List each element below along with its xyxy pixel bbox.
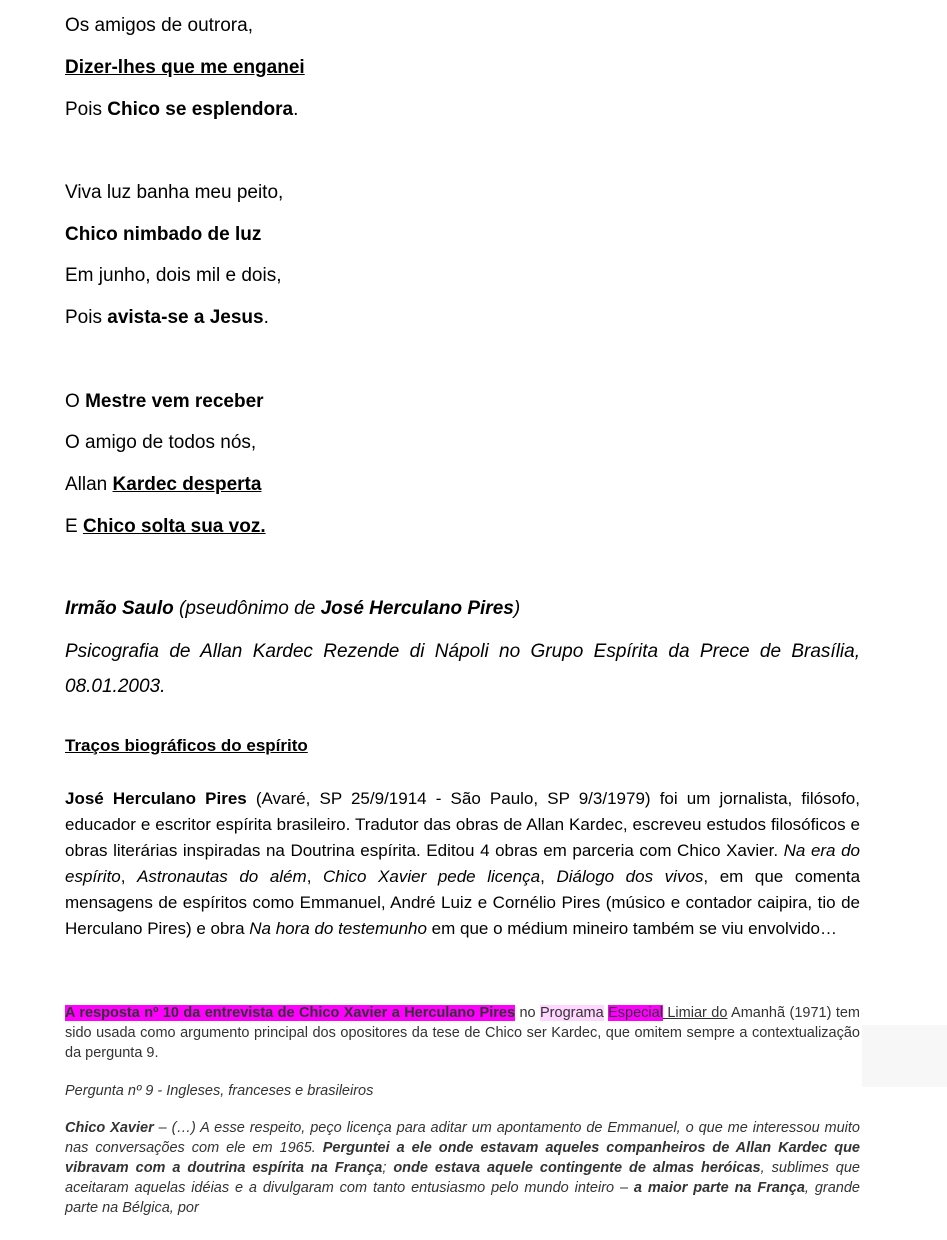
- signature-name: Irmão Saulo: [65, 598, 174, 619]
- note-text: no: [515, 1005, 541, 1021]
- poem-text: Pois: [65, 307, 108, 328]
- poem-line: [65, 223, 261, 247]
- speaker-name: Chico Xavier: [65, 1120, 154, 1136]
- poem-line: [65, 181, 283, 205]
- poem-text: Em junho, dois mil e dois,: [65, 265, 282, 286]
- poem-text: .: [263, 307, 269, 328]
- poem-text: O: [65, 391, 86, 412]
- book-title: Diálogo dos vivos: [556, 867, 704, 886]
- note-text: Limiar do: [662, 1005, 728, 1021]
- poem-text: Pois: [65, 99, 108, 120]
- poem-emphasis: Mestre vem receber: [85, 391, 264, 412]
- poem-line: [65, 473, 261, 497]
- signature: [65, 597, 520, 621]
- answer-text: – (…) A esse respeito, peço licença para aditar um apontamento de Emmanuel, o que me interessou muito nas conversações com ele em 1965.: [65, 1120, 860, 1156]
- signature-text: (pseudônimo de: [173, 598, 321, 619]
- poem-text: Allan: [65, 474, 113, 495]
- note-paragraph: [65, 1003, 860, 1063]
- poem-emphasis: Chico solta sua voz.: [82, 516, 266, 537]
- bio-text: em que o médium mineiro também se viu envolvido…: [426, 919, 838, 938]
- poem-emphasis: Dizer-lhes que me enganei: [65, 57, 305, 78]
- highlighted-text: Especial: [608, 1005, 663, 1021]
- poem-emphasis: avista-se a Jesus: [107, 307, 264, 328]
- answer-paragraph: [65, 1118, 860, 1218]
- poem-text: E: [65, 516, 83, 537]
- section-title: Traços biográficos do espírito: [65, 736, 308, 755]
- poem-line: [65, 306, 269, 330]
- poem-line: [65, 98, 298, 122]
- bio-text: ,: [120, 867, 138, 886]
- poem-emphasis: Chico nimbado de luz: [65, 224, 262, 245]
- book-title: Astronautas do além: [137, 867, 307, 886]
- poem-text: O amigo de todos nós,: [65, 432, 257, 453]
- book-title: Na era do espírito: [65, 841, 860, 886]
- poem-line: [65, 390, 264, 414]
- poem-emphasis: Kardec desperta: [112, 474, 262, 495]
- poem-text: .: [293, 99, 299, 120]
- answer-text: , sublimes que aceitaram aquelas idéias e a divulgaram com tanto entusiasmo pelo mundo inteiro –: [65, 1160, 860, 1196]
- highlighted-text: Programa: [540, 1005, 604, 1021]
- highlighted-text: A resposta nº 10 da entrevista de Chico Xavier a Herculano Pires: [65, 1005, 516, 1021]
- signature-real-name: José Herculano Pires: [320, 598, 514, 619]
- faded-box: [862, 1025, 947, 1087]
- note-text: Amanhã (1971) tem sido usada como argumento principal dos opositores da tese de Chico ser Kardec, que omitem sempre a contextualização da pergunta 9.: [65, 1005, 861, 1061]
- answer-text: ;: [382, 1160, 394, 1176]
- poem-line: [65, 56, 305, 80]
- answer-text: , grande parte na Bélgica, por: [65, 1180, 860, 1216]
- bio-paragraph: [65, 786, 860, 942]
- book-title: Chico Xavier pede licença: [323, 867, 541, 886]
- poem-line: [65, 264, 282, 288]
- answer-emphasis: a maior parte na França: [633, 1180, 805, 1196]
- poem-emphasis: Chico se esplendora: [107, 99, 294, 120]
- book-title: Na hora do testemunho: [249, 919, 427, 938]
- bio-text: ,: [306, 867, 324, 886]
- poem-line: [65, 14, 253, 38]
- bio-name: José Herculano Pires: [65, 789, 247, 808]
- bio-text: ,: [540, 867, 557, 886]
- question-heading: Pergunta nº 9 - Ingleses, franceses e brasileiros: [65, 1083, 374, 1099]
- poem-text: Viva luz banha meu peito,: [65, 182, 284, 203]
- answer-emphasis: onde estava aquele contingente de almas heróicas: [393, 1160, 761, 1176]
- psicografia-note: Psicografia de Allan Kardec Rezende di Nápoli no Grupo Espírita da Prece de Brasília, 08.01.2003.: [65, 641, 860, 697]
- answer-emphasis: Perguntei a ele onde estavam aqueles companheiros de Allan Kardec que vibravam com a doutrina espírita na França: [65, 1140, 860, 1176]
- poem-text: Os amigos de outrora,: [65, 15, 253, 36]
- signature-text: ): [513, 598, 521, 619]
- poem-line: [65, 431, 256, 455]
- bio-text: (Avaré, SP 25/9/1914 - São Paulo, SP 9/3/1979) foi um jornalista, filósofo, educador e escritor espírita brasileiro. Tradutor das obras de Allan Kardec, escreveu estudos filosóficos e obras literárias inspiradas na Doutrina espírita. Editou 4 obras em parceria com Chico Xavier.: [65, 789, 860, 860]
- bio-text: , em que comenta mensagens de espíritos como Emmanuel, André Luiz e Cornélio Pires (músico e contador caipira, tio de Herculano Pires) e obra: [65, 867, 861, 938]
- poem-line: [65, 515, 266, 539]
